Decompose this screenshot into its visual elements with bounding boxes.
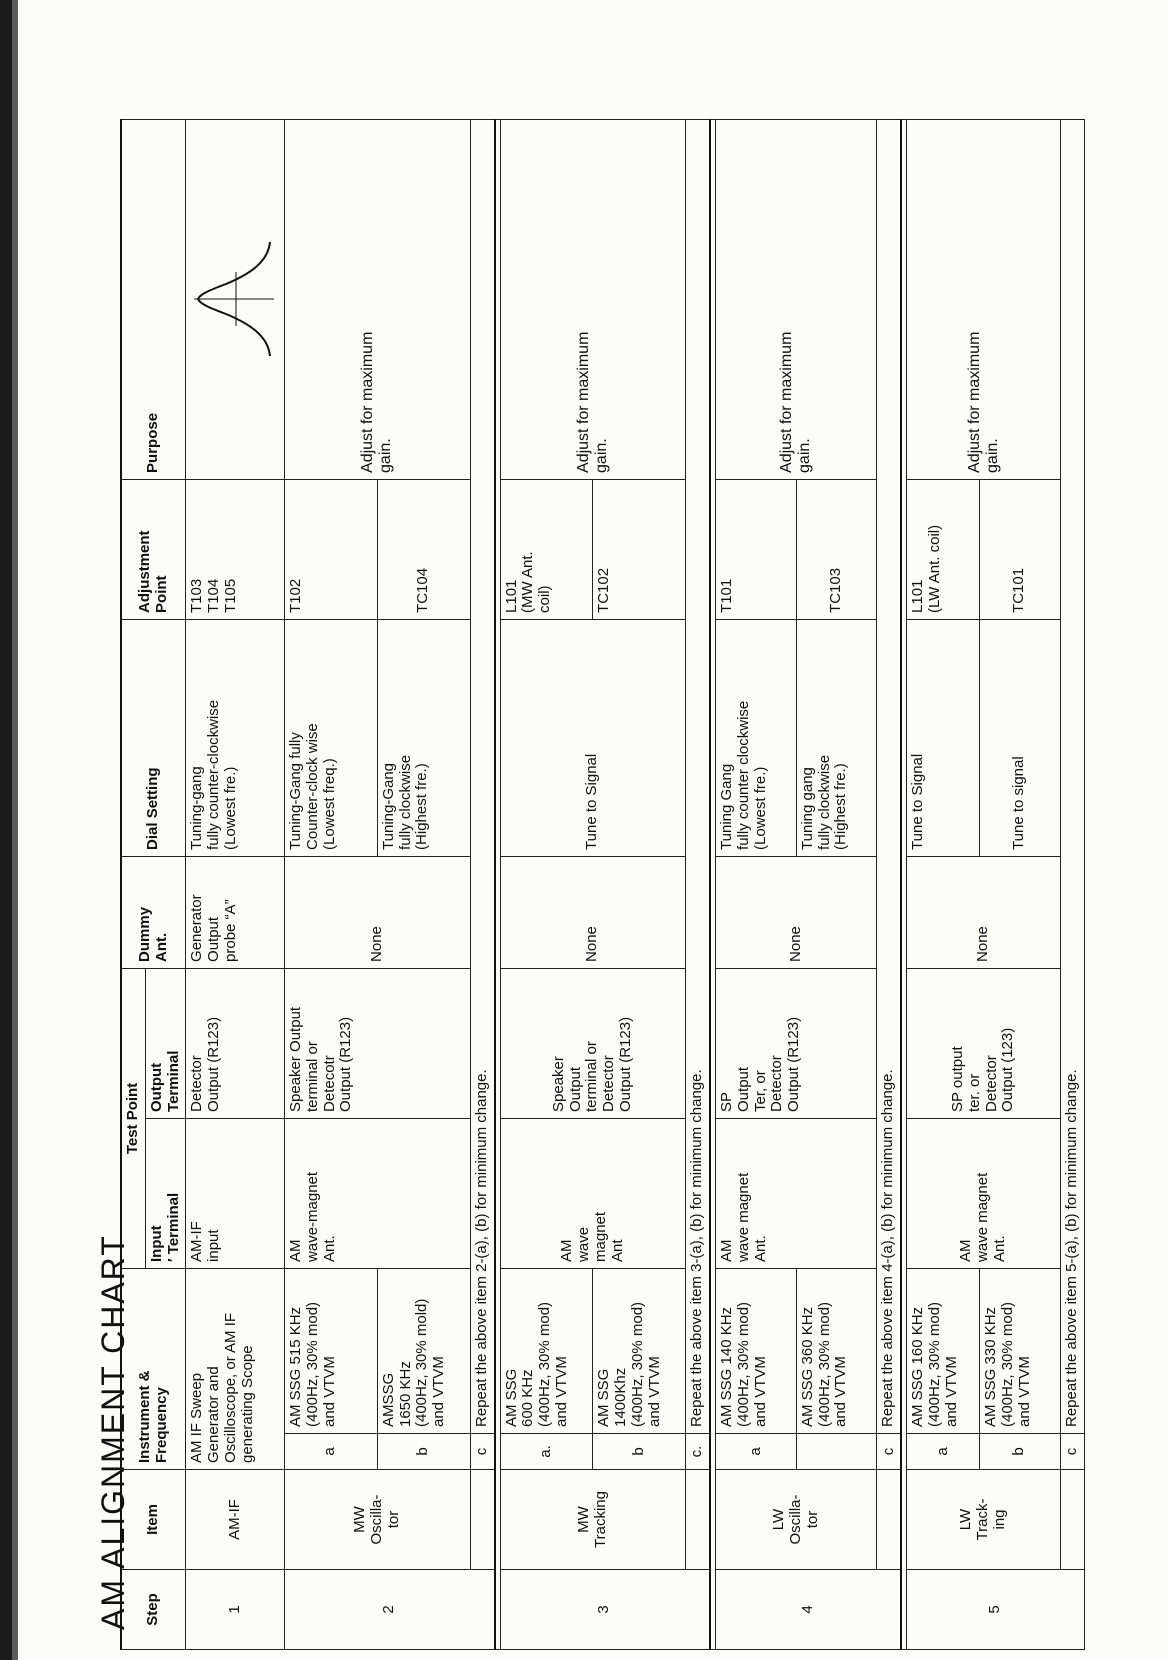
step-4a-adjust: T101 [716,479,797,619]
step-2-number: 2 [285,1570,495,1650]
step-3a-adjust: L101 (MW Ant. coil) [500,479,593,619]
response-curve-icon [190,234,276,364]
step-4a-dial: Tuning Gang fully counter clockwise (Lowest fre.) [716,619,797,856]
header-test-point: Test Point [121,968,145,1268]
step-4-item: LW Oscilla- tor [716,1470,877,1570]
header-instrument: Instrument & Frequency [121,1268,186,1469]
step-2-purpose: Adjust for maximum gain. [285,119,471,479]
step-5a-adjust: L101 (LW Ant. coil) [907,479,980,619]
step-3-dummy: None [500,856,686,968]
table-row [1060,119,1084,1649]
step-3-sub-c: c. [686,1434,710,1470]
step-1-number: 1 [186,1570,285,1650]
table-row [500,119,593,1649]
step-1-adjust: T103 T104 T105 [186,479,285,619]
step-2a-dial: Tuning-Gang fully Counter-clock wise (Lowest freq.) [285,619,378,856]
step-4-input: AM wave magnet Ant. [716,1118,877,1268]
header-item: Item [121,1470,186,1570]
step-3b-adjust: TC102 [593,479,686,619]
step-2c-repeat: Repeat the above item 2-(a), (b) for minimum change. [470,119,494,1433]
step-3-sub-b: b [593,1434,686,1470]
table-row [877,119,901,1649]
step-3a-instrument: AM SSG 600 KHz (400Hz, 30% mod) and VTVM [500,1268,593,1433]
step-5-purpose: Adjust for maximum gain. [907,119,1060,479]
step-1-item: AM-IF [186,1470,285,1570]
step-3-output: Speaker Output terminal or Detector Output (R123) [500,968,686,1118]
step-2a-adjust: T102 [285,479,378,619]
step-2-output: Speaker Output terminal or Detecotr Output (R123) [285,968,471,1118]
am-alignment-table [120,119,1085,1650]
header-input-terminal: Input ′ Terminal [145,1118,186,1268]
table-row [686,119,710,1649]
step-1-output: Detector Output (R123) [186,968,285,1118]
step-4c-repeat: Repeat the above item 4-(a), (b) for minimum change. [877,119,901,1433]
table-row [470,119,494,1649]
step-2-sub-a: a [285,1434,378,1470]
header-dummy-ant: Dummy Ant. [121,856,186,968]
step-5c-repeat: Repeat the above item 5-(a), (b) for minimum change. [1060,119,1084,1433]
step-3-number: 3 [500,1570,710,1650]
header-dial-setting: Dial Setting [121,619,186,856]
step-1-input: AM-IF input [186,1118,285,1268]
step-4-sub-b [796,1434,877,1470]
step-1-dummy: Generator Output probe “A” [186,856,285,968]
header-purpose: Purpose [121,119,186,479]
step-4b-adjust: TC103 [796,479,877,619]
step-1-instrument: AM IF Sweep Generator and Oscilloscope, or AM IF generating Scope [186,1268,285,1469]
step-2-dummy: None [285,856,471,968]
step-5-input: AM wave magnet Ant. [907,1118,1060,1268]
step-5-item: LW Track- ing [907,1470,1060,1570]
step-5-sub-a: a [907,1434,980,1470]
step-4-sub-c: c [877,1434,901,1470]
table-row [285,119,378,1649]
response-curve-cell [186,119,285,479]
step-4-output: SP Output Ter, or Detector Output (R123) [716,968,877,1118]
step-4-number: 4 [716,1570,902,1650]
step-5-sub-c: c [1060,1434,1084,1470]
step-3-purpose: Adjust for maximum gain. [500,119,686,479]
step-5-sub-b: b [980,1434,1061,1470]
step-5-output: SP output ter. or Detector Output (123) [907,968,1060,1118]
table-row [716,119,797,1649]
step-2-sub-b: b [377,1434,470,1470]
table-row [186,119,285,1649]
page-title: AM ALIGNMENT CHART [95,1234,131,1630]
step-4b-instrument: AM SSG 360 KHz (400Hz, 30% mod) and VTVM [796,1268,877,1433]
step-4b-dial: Tuning gang fully clockwise (Highest fre.) [796,619,877,856]
step-2b-adjust: TC104 [377,479,470,619]
step-4a-instrument: AM SSG 140 KHz (400Hz, 30% mod) and VTVM [716,1268,797,1433]
step-4-dummy: None [716,856,877,968]
step-3b-instrument: AM SSG 1400Khz (400Hz, 30% mod) and VTVM [593,1268,686,1433]
step-2a-instrument: AM SSG 515 KHz (400Hz, 30% mod) and VTVM [285,1268,378,1433]
step-5a-dial: Tune to Signal [907,619,980,856]
header-step: Step [121,1570,186,1650]
step-5a-instrument: AM SSG 160 KHz (400Hz, 30% mod) and VTVM [907,1268,980,1433]
header-output-terminal: Output Terminal [145,968,186,1118]
step-2b-instrument: AMSSG 1650 KHz (400Hz, 30% mold) and VTVM [377,1268,470,1433]
step-2b-dial: Tuning-Gang fully clockwise (Highest fre.) [377,619,470,856]
step-5-dummy: None [907,856,1060,968]
step-2-input: AM wave-magnet Ant. [285,1118,471,1268]
step-3-sub-a: a. [500,1434,593,1470]
step-3-dial: Tune to Signal [500,619,686,856]
header-adjustment-point: Adjustment Point [121,479,186,619]
step-5b-adjust: TC101 [980,479,1061,619]
step-3-item: MW Tracking [500,1470,686,1570]
step-3-input: AM wave magnet Ant [500,1118,686,1268]
step-5b-instrument: AM SSG 330 KHz (400Hz, 30% mod) and VTVM [980,1268,1061,1433]
step-2-item: MW Oscilla- tor [285,1470,471,1570]
step-5-number: 5 [907,1570,1085,1650]
table-row [907,119,980,1649]
step-4-purpose: Adjust for maximum gain. [716,119,877,479]
step-4-sub-a: a [716,1434,797,1470]
step-2-sub-c: c [470,1434,494,1470]
step-5b-dial: Tune to signal [980,619,1061,856]
step-1-dial: Tuning-gang fully counter-clockwise (Lowest fre.) [186,619,285,856]
step-3c-repeat: Repeat the above item 3-(a), (b) for minimum change. [686,119,710,1433]
